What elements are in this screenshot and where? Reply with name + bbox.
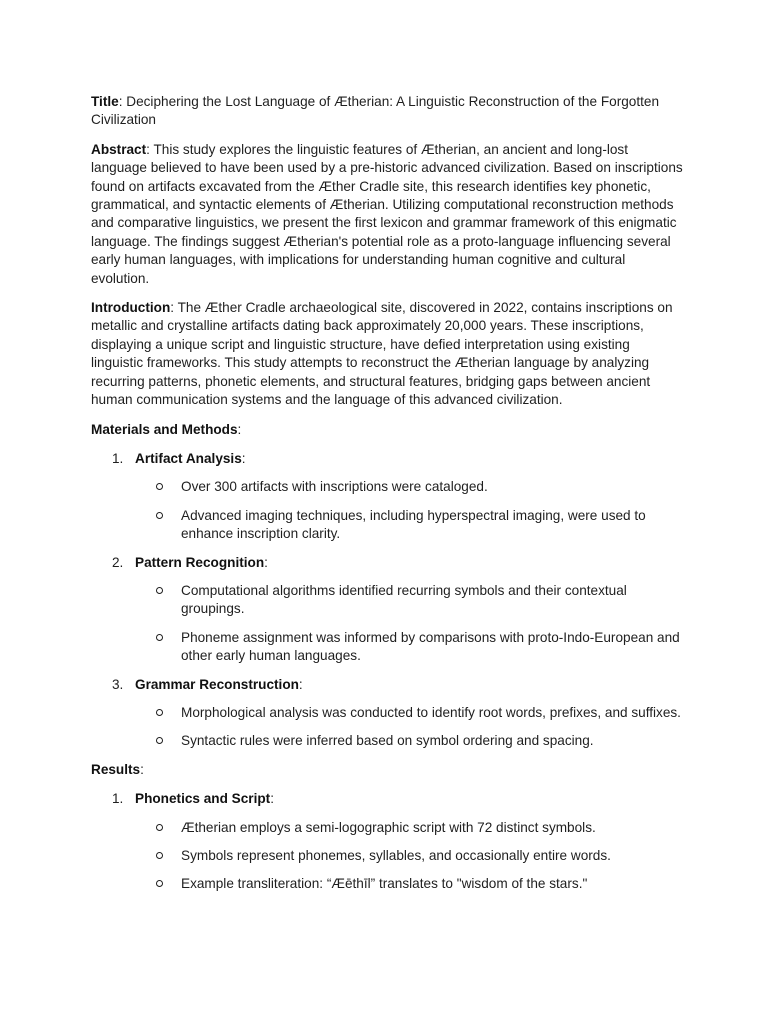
bullet-list [135, 819, 685, 894]
bullet-text: Ætherian employs a semi-logographic script with 72 distinct symbols. [181, 819, 596, 835]
list-item [91, 676, 685, 751]
bullet-text: Symbols represent phonemes, syllables, and occasionally entire words. [181, 848, 611, 863]
introduction-label: Introduction [91, 300, 171, 316]
methods-list [91, 450, 685, 751]
bullet-text: Over 300 artifacts with inscriptions were cataloged. [181, 479, 488, 495]
title-paragraph [91, 93, 685, 130]
hollow-circle-bullet-icon [156, 709, 163, 716]
bullet-text: Advanced imaging techniques, including hyperspectral imaging, were used to enhance inscription clarity. [181, 507, 646, 542]
step-heading [135, 676, 685, 694]
bullet-item [135, 819, 685, 837]
abstract-label: Abstract [91, 141, 147, 157]
hollow-circle-bullet-icon [156, 512, 163, 519]
bullet-item [135, 507, 685, 544]
step-colon: : [298, 676, 303, 692]
bullet-item [135, 704, 685, 722]
hollow-circle-bullet-icon [156, 880, 163, 887]
results-heading [91, 761, 685, 779]
bullet-item [135, 629, 685, 666]
step-label: Phonetics and Script [135, 791, 271, 807]
step-label: Pattern Recognition [135, 554, 265, 570]
bullet-text: Example transliteration: “Æēthīl” translates to "wisdom of the stars." [181, 876, 588, 892]
step-heading [135, 450, 685, 468]
step-label: Grammar Reconstruction [135, 676, 299, 692]
hollow-circle-bullet-icon [156, 737, 163, 744]
hollow-circle-bullet-icon [156, 483, 163, 490]
title-label: Title [91, 94, 119, 109]
bullet-item [135, 732, 685, 750]
step-number: 3. [112, 676, 124, 692]
hollow-circle-bullet-icon [156, 634, 163, 641]
abstract-paragraph [91, 141, 685, 288]
step-heading [135, 554, 685, 572]
list-item [91, 790, 685, 894]
bullet-list [135, 582, 685, 666]
step-colon: : [270, 791, 274, 807]
methods-colon: : [237, 421, 242, 437]
results-label: Results [91, 761, 141, 777]
step-heading [135, 790, 685, 808]
title-text: : Deciphering the Lost Language of Ætherian: A Linguistic Reconstruction of the Forgotten Civilization [91, 94, 660, 128]
bullet-list [135, 704, 685, 751]
bullet-text: Syntactic rules were inferred based on symbol ordering and spacing. [181, 733, 594, 749]
results-list [91, 790, 685, 894]
step-number: 2. [112, 554, 124, 570]
introduction-text: : The Æther Cradle archaeological site, discovered in 2022, contains inscriptions on metallic and crystalline artifacts dating back approximately 20,000 years. These inscriptions, displaying a unique script and linguistic structure, have defied interpretation using existing linguistic frameworks. This study attempts to reconstruct the Ætherian language by analyzing recurring patterns, phonetic elements, and structural features, bridging gaps between ancient human communication systems and the language of this advanced civilization. [91, 300, 673, 408]
bullet-text: Phoneme assignment was informed by comparisons with proto-Indo-European and other early human languages. [181, 629, 680, 664]
bullet-item [135, 478, 685, 496]
list-item [91, 554, 685, 666]
hollow-circle-bullet-icon [156, 824, 163, 831]
bullet-list [135, 478, 685, 543]
methods-heading [91, 421, 685, 439]
bullet-text: Morphological analysis was conducted to identify root words, prefixes, and suffixes. [181, 704, 681, 720]
methods-label: Materials and Methods [91, 421, 238, 437]
bullet-text: Computational algorithms identified recurring symbols and their contextual groupings. [181, 582, 627, 617]
hollow-circle-bullet-icon [156, 852, 163, 859]
step-number: 1. [112, 450, 124, 466]
step-number: 1. [112, 791, 124, 807]
step-label: Artifact Analysis [135, 450, 242, 466]
step-colon: : [241, 450, 246, 466]
bullet-item [135, 875, 685, 893]
list-item [91, 450, 685, 544]
bullet-item [135, 847, 685, 865]
hollow-circle-bullet-icon [156, 587, 163, 594]
bullet-item [135, 582, 685, 619]
document-page [91, 93, 685, 904]
introduction-paragraph [91, 299, 685, 409]
abstract-text: : This study explores the linguistic features of Ætherian, an ancient and long-lost language believed to have been used by a pre-historic advanced civilization. Based on inscriptions found on artifacts excavated from the Æther Cradle site, this research identifies key phonetic, grammatical, and syntactic elements of Ætherian. Utilizing computational reconstruction methods and comparative linguistics, we present the first lexicon and grammar framework of this enigmatic language. The findings suggest Ætherian's potential role as a proto-language influencing several early human languages, with implications for understanding human cognitive and cultural evolution. [91, 141, 683, 286]
step-colon: : [264, 554, 268, 570]
results-colon: : [140, 761, 144, 777]
